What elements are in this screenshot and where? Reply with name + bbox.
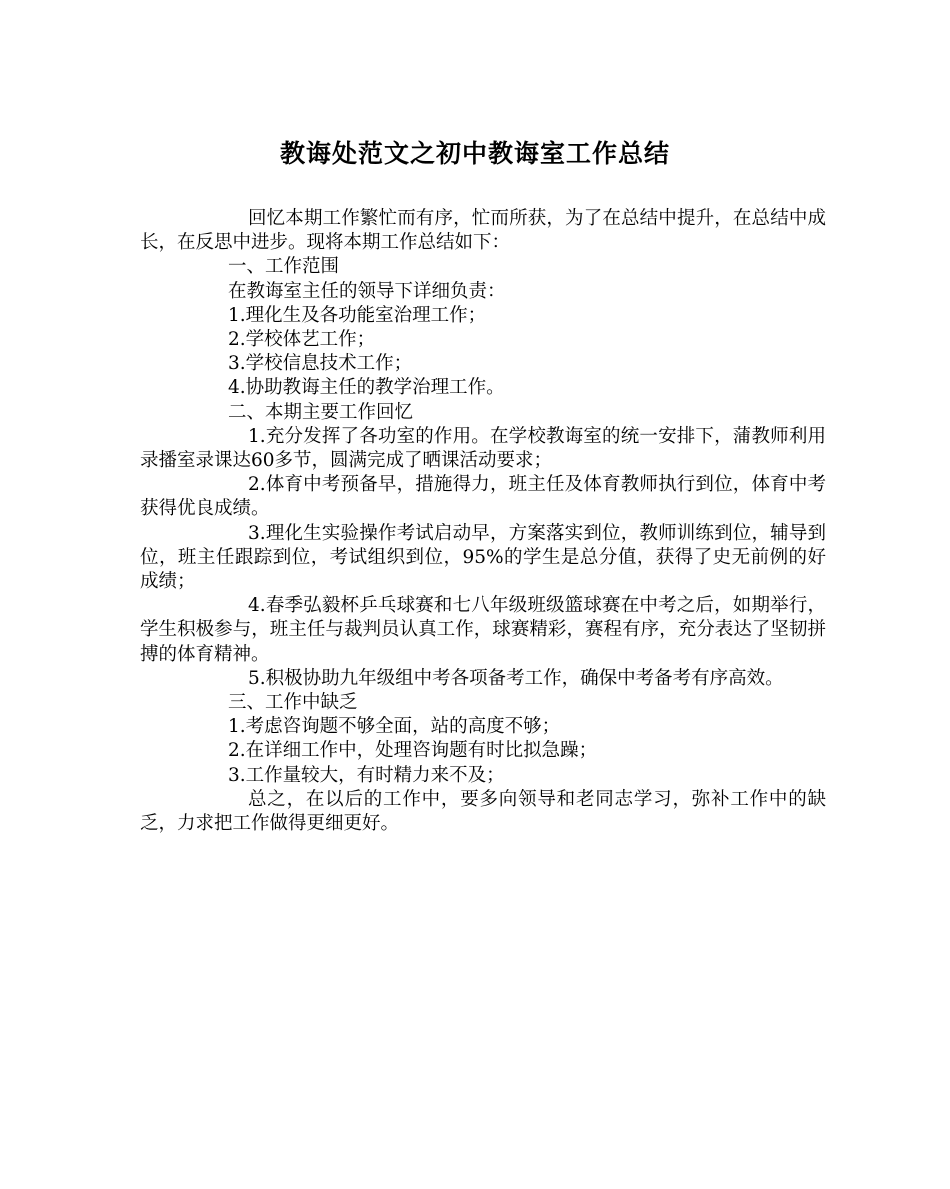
scope-item: 2.学校体艺工作；: [228, 329, 376, 351]
scope-item: 4.协助教诲主任的教学治理工作。: [228, 377, 505, 399]
review-item: 5.积极协助九年级组中考各项备考工作，确保中考备考有序高效。: [248, 667, 784, 689]
section-heading-shortcomings: 三、工作中缺乏: [228, 692, 358, 714]
scope-item: 3.学校信息技术工作；: [228, 353, 413, 375]
intro-paragraph: 回忆本期工作繁忙而有序，忙而所获，为了在总结中提升，在总结中成长，在反思中进步。现将本期工作总结如下：: [140, 208, 826, 254]
section-heading-scope: 一、工作范围: [228, 256, 340, 278]
review-item: 4.春季弘毅杯乒乓球赛和七八年级班级篮球赛在中考之后，如期举行，学生积极参与，班主任与裁判员认真工作，球赛精彩，赛程有序，充分表达了坚韧拼搏的体育精神。: [140, 595, 826, 665]
review-item: 1.充分发挥了各功室的作用。在学校教诲室的统一安排下，蒲教师利用录播室录课达60多节，圆满完成了晒课活动要求；: [140, 425, 826, 472]
review-item: 2.体育中考预备早，措施得力，班主任及体育教师执行到位，体育中考获得优良成绩。: [140, 474, 826, 520]
document-body: [140, 207, 826, 836]
conclusion-paragraph: 总之，在以后的工作中，要多向领导和老同志学习，弥补工作中的缺乏，力求把工作做得更细更好。: [140, 788, 826, 835]
scope-item: 1.理化生及各功能室治理工作；: [228, 304, 487, 326]
review-item: 3.理化生实验操作考试启动早，方案落实到位，教师训练到位，辅导到位，班主任跟踪到位，考试组织到位，95%的学生是总分值，获得了史无前例的好成绩；: [140, 522, 826, 593]
shortcoming-item: 1.考虑咨询题不够全面，站的高度不够；: [228, 716, 561, 738]
shortcoming-item: 2.在详细工作中，处理咨询题有时比拟急躁；: [228, 740, 598, 762]
shortcoming-item: 3.工作量较大，有时精力来不及；: [228, 764, 505, 786]
document-title: 教诲处范文之初中教诲室工作总结: [279, 139, 670, 168]
scope-intro: 在教诲室主任的领导下详细负责：: [228, 280, 506, 302]
section-heading-review: 二、本期主要工作回忆: [228, 401, 414, 423]
